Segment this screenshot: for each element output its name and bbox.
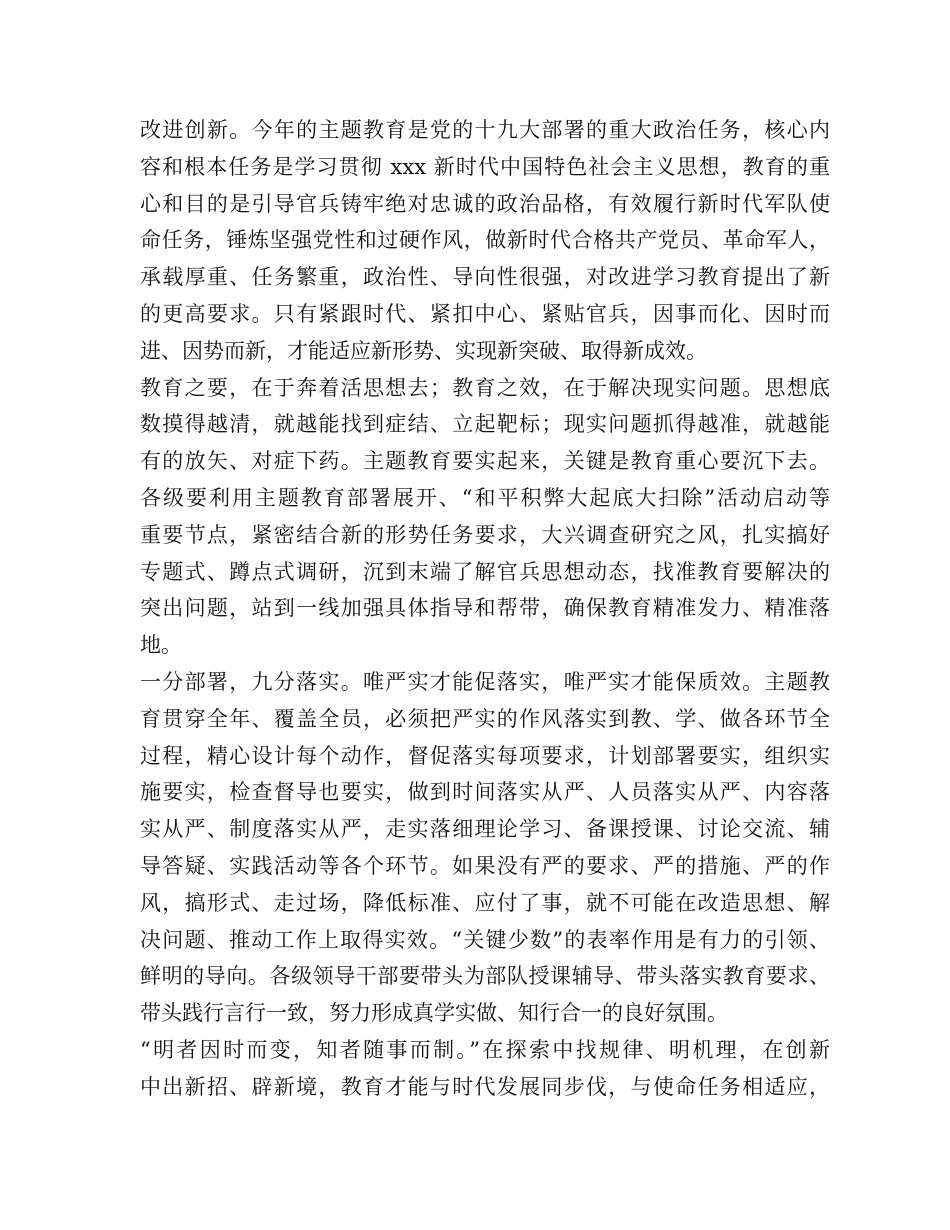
text-line: 实从严、制度落实从严，走实落细理论学习、备课授课、讨论交流、辅 — [140, 817, 830, 842]
text-line: 进、因势而新，才能适应新形势、实现新突破、取得新成效。 — [140, 338, 707, 363]
text-line: 容和根本任务是学习贯彻 xxx 新时代中国特色社会主义思想，教育的重 — [140, 154, 830, 179]
paragraph-3 — [140, 664, 830, 1032]
text-line: 改进创新。今年的主题教育是党的十九大部署的重大政治任务，核心内 — [140, 118, 830, 142]
text-line: 专题式、蹲点式调研，沉到末端了解官兵思想动态，找准教育要解决的 — [140, 559, 830, 584]
text-line: 施要实，检查督导也要实，做到时间落实从严、人员落实从严、内容落 — [140, 780, 830, 805]
text-line: 各级要利用主题教育部署展开、“和平积弊大起底大扫除”活动启动等 — [140, 485, 830, 510]
document-body — [140, 112, 830, 1106]
text-line: 鲜明的导向。各级领导干部要带头为部队授课辅导、带头落实教育要求、 — [140, 964, 830, 989]
text-line: 有的放矢、对症下药。主题教育要实起来，关键是教育重心要沉下去。 — [140, 449, 830, 474]
text-line: 风，搞形式、走过场，降低标准、应付了事，就不可能在改造思想、解 — [140, 890, 830, 915]
text-line: 中出新招、辟新境，教育才能与时代发展同步伐，与使命任务相适应， — [140, 1074, 830, 1099]
text-line: 突出问题，站到一线加强具体指导和帮带，确保教育精准发力、精准落 — [140, 596, 830, 621]
text-line: 教育之要，在于奔着活思想去；教育之效，在于解决现实问题。思想底 — [140, 375, 830, 400]
text-line: 数摸得越清，就越能找到症结、立起靶标；现实问题抓得越准，就越能 — [140, 412, 830, 437]
text-line: 过程，精心设计每个动作，督促落实每项要求，计划部署要实，组织实 — [140, 743, 830, 768]
text-line: “明者因时而变，知者随事而制。”在探索中找规律、明机理，在创新 — [140, 1037, 830, 1062]
text-line: 心和目的是引导官兵铸牢绝对忠诚的政治品格，有效履行新时代军队使 — [140, 191, 830, 216]
text-line: 一分部署，九分落实。唯严实才能促落实，唯严实才能保质效。主题教 — [140, 669, 830, 694]
paragraph-2 — [140, 370, 830, 664]
text-line: 带头践行言行一致，努力形成真学实做、知行合一的良好氛围。 — [140, 1001, 728, 1026]
text-line: 育贯穿全年、覆盖全员，必须把严实的作风落实到教、学、做各环节全 — [140, 706, 830, 731]
paragraph-4 — [140, 1032, 830, 1106]
text-line: 承载厚重、任务繁重，政治性、导向性很强，对改进学习教育提出了新 — [140, 265, 830, 290]
text-line: 地。 — [140, 633, 182, 658]
text-line: 重要节点，紧密结合新的形势任务要求，大兴调查研究之风，扎实搞好 — [140, 522, 830, 547]
paragraph-1 — [140, 112, 830, 370]
text-line: 决问题、推动工作上取得实效。“关键少数”的表率作用是有力的引领、 — [140, 927, 830, 952]
text-line: 命任务，锤炼坚强党性和过硬作风，做新时代合格共产党员、革命军人， — [140, 228, 830, 253]
text-line: 导答疑、实践活动等各个环节。如果没有严的要求、严的措施、严的作 — [140, 853, 830, 878]
text-line: 的更高要求。只有紧跟时代、紧扣中心、紧贴官兵，因事而化、因时而 — [140, 301, 830, 326]
